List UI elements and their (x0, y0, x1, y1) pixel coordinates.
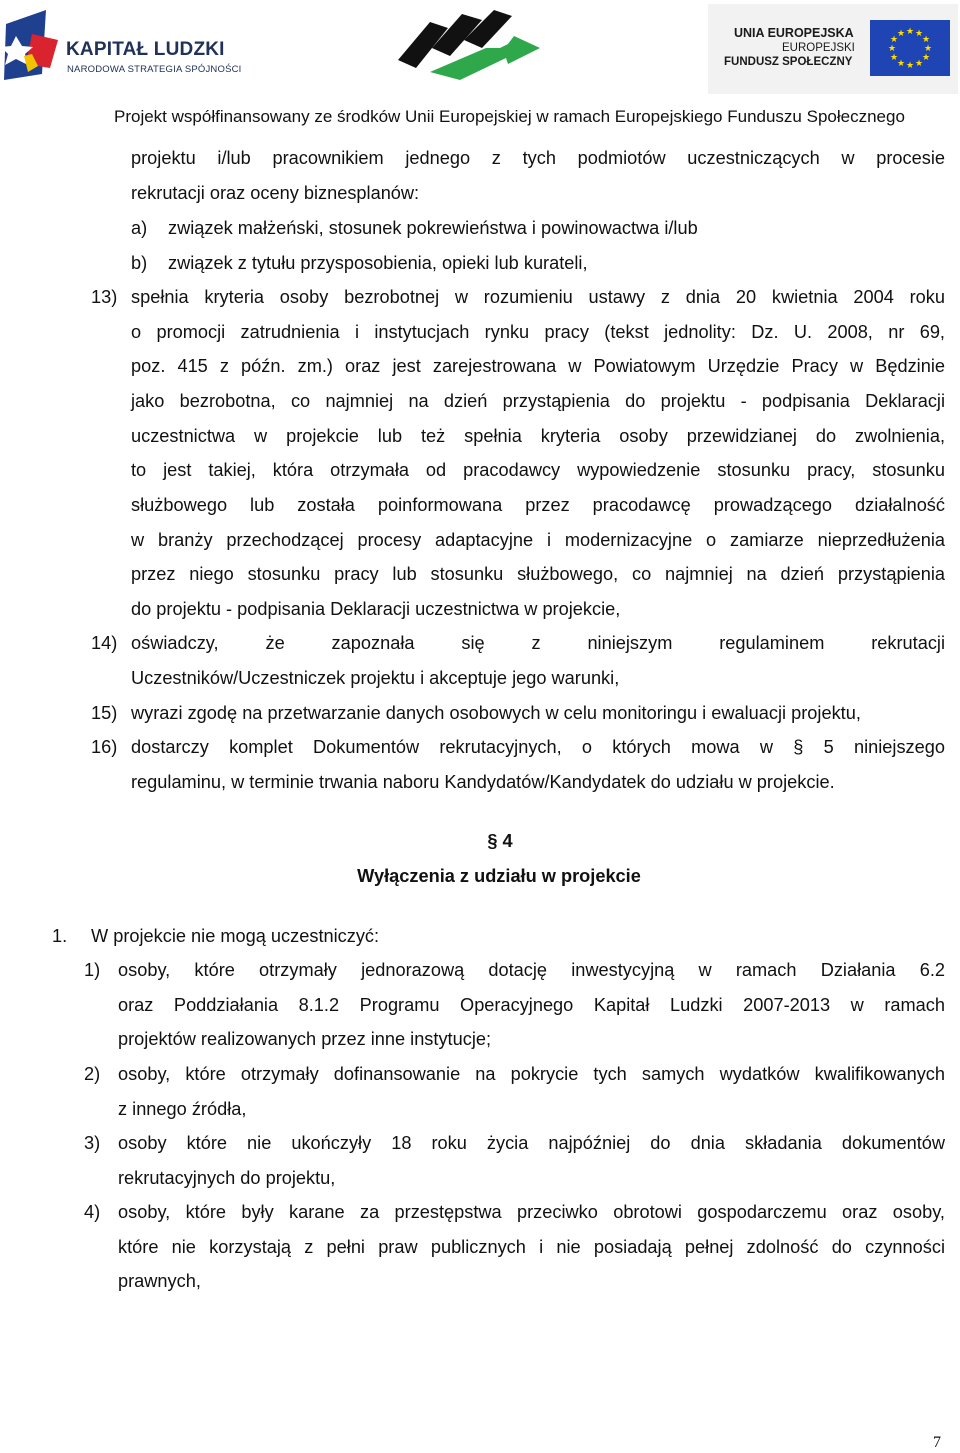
item-15-line-1: wyrazi zgodę na przetwarzanie danych osobowych w celu monitoringu i ewaluacji projektu, (131, 703, 861, 723)
svg-text:★: ★ (896, 59, 906, 69)
eu-logo-line3: FUNDUSZ SPOŁECZNY (724, 56, 853, 68)
svg-text:★: ★ (896, 29, 906, 39)
svg-text:★: ★ (889, 53, 899, 63)
kapital-ludzki-subtitle: NARODOWA STRATEGIA SPÓJNOŚCI (67, 64, 242, 75)
item-13-line-7: służbowego lub została poinformowana przez pracodawcę prowadzącego działalność (131, 495, 945, 515)
kapital-ludzki-logo (2, 6, 242, 88)
kapital-ludzki-emblem-icon (2, 6, 62, 86)
svg-text:★: ★ (889, 35, 899, 45)
intro-line-1: projektu i/lub pracownikiem jednego z tych podmiotów uczestniczących w procesie (131, 148, 945, 168)
sub-a-text: związek małżeński, stosunek pokrewieństwa i powinowactwa i/lub (168, 218, 698, 238)
kapital-ludzki-title: KAPITAŁ LUDZKI (66, 39, 225, 60)
section-number: § 4 (487, 831, 513, 851)
sub-b-text: związek z tytułu przysposobienia, opieki lub kurateli, (168, 253, 588, 273)
svg-text:★: ★ (887, 44, 897, 54)
page-number: 7 (933, 1434, 941, 1451)
excl-2-marker: 2) (84, 1064, 101, 1084)
item-13-line-8: w branży przechodzącej procesy adaptacyjne i modernizacyjne o zamiarze nieprzedłużenia (131, 530, 945, 550)
center-emblem-icon (390, 4, 550, 90)
eu-logo-line2: EUROPEJSKI (782, 42, 855, 54)
excl-3-marker: 3) (84, 1133, 101, 1153)
item-13-line-3: poz. 415 z późn. zm.) oraz jest zarejestrowana w Powiatowym Urzędzie Pracy w Będzinie (131, 356, 945, 376)
svg-text:★: ★ (905, 61, 915, 71)
excl-3-line-2: rekrutacyjnych do projektu, (118, 1168, 336, 1188)
item-16-marker: 16) (91, 737, 118, 757)
section-title: Wyłączenia z udziału w projekcie (357, 866, 641, 886)
svg-text:★: ★ (905, 27, 915, 37)
svg-text:★: ★ (923, 44, 933, 54)
item-13-line-6: to jest takiej, która otrzymała od pracodawcy wypowiedzenie stosunku pracy, stosunku (131, 460, 945, 480)
excl-4-line-1: osoby, które były karane za przestępstwa przeciwko obrotowi gospodarczemu oraz osoby, (118, 1202, 945, 1222)
item-13-line-1: spełnia kryteria osoby bezrobotnej w rozumieniu ustawy z dnia 20 kwietnia 2004 roku (131, 287, 945, 307)
header-tagline: Projekt współfinansowany ze środków Unii Europejskiej w ramach Europejskiego Funduszu Społecznego (114, 107, 905, 126)
item-14-line-2: Uczestników/Uczestniczek projektu i akceptuje jego warunki, (131, 668, 620, 688)
item-13-line-4: jako bezrobotna, co najmniej na dzień przystąpienia do projektu - podpisania Deklaracji (131, 391, 945, 411)
item-14-marker: 14) (91, 633, 118, 653)
item-14-line-1: oświadczy, że zapoznała się z niniejszym regulaminem rekrutacji (131, 633, 945, 653)
eu-flag-icon (870, 20, 950, 76)
item-13-line-10: do projektu - podpisania Deklaracji uczestnictwa w projekcie, (131, 599, 621, 619)
excl-3-line-1: osoby które nie ukończyły 18 roku życia najpóźniej do dnia składania dokumentów (118, 1133, 945, 1153)
item-13-marker: 13) (91, 287, 118, 307)
eu-logo-line1: UNIA EUROPEJSKA (734, 26, 854, 40)
excl-2-line-1: osoby, które otrzymały dofinansowanie na pokrycie tych samych wydatków kwalifikowanych (118, 1064, 945, 1084)
svg-text:★: ★ (914, 59, 924, 69)
excl-1-line-1: osoby, które otrzymały jednorazową dotację inwestycyjną w ramach Działania 6.2 (118, 960, 945, 980)
eu-logo (708, 4, 958, 94)
item-13-line-9: przez niego stosunku pracy lub stosunku służbowego, co najmniej na dzień przystąpienia (131, 564, 945, 584)
svg-text:★: ★ (914, 29, 924, 39)
intro-line-2: rekrutacji oraz oceny biznesplanów: (131, 183, 420, 203)
svg-text:★: ★ (921, 53, 931, 63)
excl-4-line-3: prawnych, (118, 1271, 201, 1291)
excl-4-marker: 4) (84, 1202, 101, 1222)
item-16-line-1: dostarczy komplet Dokumentów rekrutacyjnych, o których mowa w § 5 niniejszego (131, 737, 945, 757)
excl-4-line-2: które nie korzystają z pełni praw publicznych i nie posiadają pełnej zdolność do czynności (118, 1237, 945, 1257)
point-1-text: W projekcie nie mogą uczestniczyć: (91, 926, 380, 946)
excl-2-line-2: z innego źródła, (118, 1099, 247, 1119)
item-13-line-5: uczestnictwa w projekcie lub też spełnia kryteria osoby przewidzianej do zwolnienia, (131, 426, 945, 446)
item-13-line-2: o promocji zatrudnienia i instytucjach rynku pracy (tekst jednolity: Dz. U. 2008, nr 69, (131, 322, 945, 342)
item-16-line-2: regulaminu, w terminie trwania naboru Kandydatów/Kandydatek do udziału w projekcie. (131, 772, 835, 792)
item-15-marker: 15) (91, 703, 118, 723)
point-1-marker: 1. (52, 926, 68, 946)
excl-1-line-3: projektów realizowanych przez inne instytucje; (118, 1029, 492, 1049)
excl-1-marker: 1) (84, 960, 101, 980)
excl-1-line-2: oraz Poddziałania 8.1.2 Programu Operacyjnego Kapitał Ludzki 2007-2013 w ramach (118, 995, 945, 1015)
sub-b-marker: b) (131, 253, 148, 273)
sub-a-marker: a) (131, 218, 148, 238)
svg-text:★: ★ (921, 35, 931, 45)
